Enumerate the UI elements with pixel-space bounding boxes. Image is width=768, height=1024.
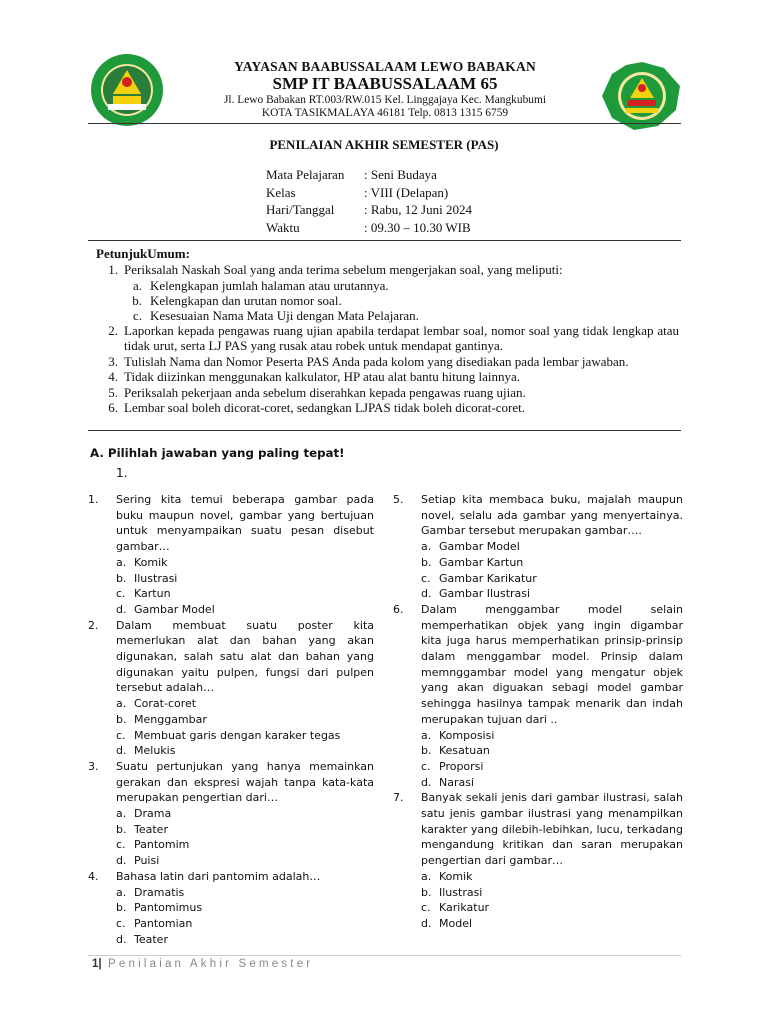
info-value: : 09.30 – 10.30 WIB <box>364 219 471 235</box>
option-text: Teater <box>134 932 168 946</box>
option-text: Proporsi <box>439 759 484 773</box>
answer-option <box>116 806 374 822</box>
info-value: : Rabu, 12 Juni 2024 <box>364 202 472 217</box>
questions-right-column <box>393 492 683 932</box>
option-letter: b. <box>116 712 127 726</box>
option-letter: c. <box>116 916 126 930</box>
option-text: Melukis <box>134 744 176 758</box>
answer-option <box>116 853 374 869</box>
option-letter: a. <box>116 555 127 569</box>
option-text: Kartun <box>134 587 171 601</box>
page-footer <box>92 958 313 970</box>
question-number: 3. <box>88 759 99 773</box>
header-divider <box>88 123 681 124</box>
option-letter: b. <box>116 571 127 585</box>
answer-option <box>116 932 374 948</box>
info-label: Waktu <box>266 219 300 235</box>
option-letter: d. <box>116 854 127 868</box>
answer-option <box>421 900 683 916</box>
question-item <box>393 602 683 728</box>
question-item <box>393 492 683 539</box>
option-text: Menggambar <box>134 712 207 726</box>
option-text: Ilustrasi <box>134 571 178 585</box>
option-text: Pantomim <box>134 838 190 852</box>
question-item <box>88 759 374 806</box>
option-text: Gambar Ilustrasi <box>439 587 531 601</box>
answer-option <box>421 869 683 885</box>
info-label: Mata Pelajaran <box>266 167 345 182</box>
option-letter: b. <box>116 901 127 915</box>
instructions-top-divider <box>88 240 681 241</box>
school-logo-right <box>602 62 680 132</box>
option-text: Pantomimus <box>134 901 203 915</box>
section-a-title: A. Pilihlah jawaban yang paling tepat! <box>90 446 345 460</box>
question-text: Banyak sekali jenis dari gambar ilustrasi, salah satu jenis gambar ilustrasi yang menampilkan karakter yang dilebih-lebihkan, lucu, terkadang mengandung kritikan dan saran merupakan pengertian dari gambar… <box>421 791 683 868</box>
option-text: Narasi <box>439 775 475 789</box>
option-letter: b. <box>421 555 432 569</box>
info-value: : Seni Budaya <box>364 167 437 182</box>
option-text: Dramatis <box>134 885 185 899</box>
answer-option <box>421 539 683 555</box>
answer-option <box>116 728 374 744</box>
option-text: Kesatuan <box>439 744 490 758</box>
option-text: Pantomian <box>134 916 193 930</box>
option-letter: d. <box>116 602 127 616</box>
option-letter: d. <box>421 775 432 789</box>
option-text: Komik <box>134 555 168 569</box>
answer-option <box>116 712 374 728</box>
question-item <box>393 790 683 869</box>
answer-option <box>421 775 683 791</box>
instruction-subitem: c. Kesesuaian Nama Mata Uji dengan Mata Pelajaran. <box>132 307 419 323</box>
info-label: Hari/Tanggal <box>266 202 335 217</box>
option-letter: b. <box>421 744 432 758</box>
answer-option <box>116 837 374 853</box>
answer-option <box>116 555 374 571</box>
option-text: Gambar Kartun <box>439 555 524 569</box>
option-letter: d. <box>116 744 127 758</box>
question-item <box>88 618 374 697</box>
info-label: Kelas <box>266 184 296 200</box>
question-number: 5. <box>393 493 404 506</box>
option-text: Model <box>439 916 473 930</box>
instruction-subitem: a. Kelengkapan jumlah halaman atau urutannya. <box>132 277 389 293</box>
question-text: Bahasa latin dari pantomim adalah… <box>116 869 321 883</box>
exam-title: PENILAIAN AKHIR SEMESTER (PAS) <box>269 137 499 152</box>
option-letter: a. <box>116 697 127 711</box>
question-number: 7. <box>393 791 404 805</box>
option-letter: c. <box>421 901 431 915</box>
option-letter: a. <box>116 807 127 821</box>
instructions-heading: PetunjukUmum: <box>96 246 190 261</box>
answer-option <box>116 602 374 618</box>
question-number: 6. <box>393 602 404 616</box>
stray-list-number: 1. <box>116 466 128 480</box>
answer-option <box>116 916 374 932</box>
instruction-item: 3. Tulislah Nama dan Nomor Peserta PAS Anda pada kolom yang disediakan pada lembar jawaban. <box>108 353 629 369</box>
option-letter: b. <box>421 885 432 899</box>
option-letter: a. <box>421 540 432 554</box>
instruction-item: 4. Tidak diizinkan menggunakan kalkulator, HP atau alat bantu hitung lainnya. <box>108 369 521 384</box>
answer-option <box>421 555 683 571</box>
answer-option <box>116 822 374 838</box>
question-text: Sering kita temui beberapa gambar pada buku maupun novel, gambar yang bertujuan untuk menyampaikan suatu pesan disebut gambar… <box>116 493 374 554</box>
question-item <box>88 492 374 555</box>
footer-label: Penilaian Akhir Semester <box>108 958 314 970</box>
question-number: 2. <box>88 618 99 632</box>
option-text: Corat-coret <box>134 697 197 711</box>
school-city-phone: KOTA TASIKMALAYA 46181 Telp. 0813 1315 6759 <box>261 107 509 119</box>
footer-separator: | <box>98 958 102 970</box>
question-text: Dalam menggambar model selain memperhatikan objek yang ingin digambar kita juga harus memperhatikan prinsip-prinsip dalam menggambar model. Prinsip dalam memnggambar model yang mengatur objek yang akan diguakan sebagi model gambar sehingga hasilnya tampak menarik dan indah merupakan tujuan dari .. <box>421 602 683 726</box>
answer-option <box>116 900 374 916</box>
letterhead <box>190 59 580 120</box>
answer-option <box>116 586 374 602</box>
instruction-item: 2. Laporkan kepada pengawas ruang ujian apabila terdapat lembar soal, nomor soal yang tidak lengkap atau tidak urut, serta LJ PAS yang rusak atau robek untuk mendapat gantinya. <box>108 322 679 353</box>
option-text: Teater <box>134 822 168 836</box>
question-number: 1. <box>88 493 99 506</box>
option-text: Drama <box>134 807 172 821</box>
page-number: 1 <box>92 958 99 970</box>
option-letter: c. <box>421 759 431 773</box>
option-letter: c. <box>116 728 126 742</box>
option-text: Gambar Model <box>134 602 215 616</box>
option-text: Ilustrasi <box>439 885 483 899</box>
answer-option <box>116 743 374 759</box>
question-number: 4. <box>88 869 99 883</box>
question-text: Setiap kita membaca buku, majalah maupun novel, selalu ada gambar yang menyertainya. Gambar tersebut merupakan gambar…. <box>421 493 683 538</box>
general-instructions <box>96 246 679 416</box>
option-letter: a. <box>421 728 432 742</box>
answer-option <box>421 586 683 602</box>
option-letter: c. <box>116 587 126 601</box>
answer-option <box>116 696 374 712</box>
answer-option <box>421 916 683 932</box>
instruction-item: 6. Lembar soal boleh dicorat-coret, sedangkan LJPAS tidak boleh dicorat-coret. <box>108 400 525 415</box>
answer-option <box>116 571 374 587</box>
answer-option <box>421 759 683 775</box>
school-logo-left <box>86 52 164 122</box>
question-text: Dalam membuat suatu poster kita memerlukan alat dan bahan yang akan digunakan, salah satu alat dan bahan yang digunakan yaitu pulpen, fungsi dari pulpen tersebut adalah… <box>116 618 374 695</box>
option-letter: d. <box>116 932 127 946</box>
answer-option <box>421 571 683 587</box>
option-letter: b. <box>116 822 127 836</box>
info-value: : VIII (Delapan) <box>364 184 449 200</box>
option-text: Komik <box>439 869 473 883</box>
option-letter: a. <box>421 869 432 883</box>
option-letter: d. <box>421 587 432 601</box>
answer-option <box>421 885 683 901</box>
option-letter: c. <box>116 838 126 852</box>
instruction-item: 1. Periksalah Naskah Soal yang anda terima sebelum mengerjakan soal, yang meliputi: <box>108 262 563 277</box>
option-letter: d. <box>421 916 432 930</box>
option-text: Karikatur <box>439 901 490 915</box>
option-letter: a. <box>116 885 127 899</box>
footer-divider <box>88 955 681 956</box>
school-name: SMP IT BAABUSSALAAM 65 <box>272 74 498 93</box>
instructions-bottom-divider <box>88 430 681 431</box>
exam-info <box>266 167 472 237</box>
option-letter: c. <box>421 571 431 585</box>
foundation-name: YAYASAN BAABUSSALAAM LEWO BABAKAN <box>234 59 536 74</box>
option-text: Puisi <box>134 854 160 868</box>
answer-option <box>421 728 683 744</box>
questions-left-column <box>88 492 374 947</box>
option-text: Gambar Karikatur <box>439 571 537 585</box>
option-text: Komposisi <box>439 728 495 742</box>
option-text: Membuat garis dengan karaker tegas <box>134 728 341 742</box>
option-text: Gambar Model <box>439 540 520 554</box>
answer-option <box>421 743 683 759</box>
instruction-subitem: b. Kelengkapan dan urutan nomor soal. <box>132 292 342 308</box>
answer-option <box>116 885 374 901</box>
question-item <box>88 869 374 885</box>
question-text: Suatu pertunjukan yang hanya memainkan gerakan dan ekspresi wajah tanpa kata-kata merupakan pengertian dari… <box>116 759 374 805</box>
instruction-item: 5. Periksalah pekerjaan anda sebelum diserahkan kepada pengawas ruang ujian. <box>108 384 526 400</box>
school-address: Jl. Lewo Babakan RT.003/RW.015 Kel. Linggajaya Kec. Mangkubumi <box>224 94 546 106</box>
